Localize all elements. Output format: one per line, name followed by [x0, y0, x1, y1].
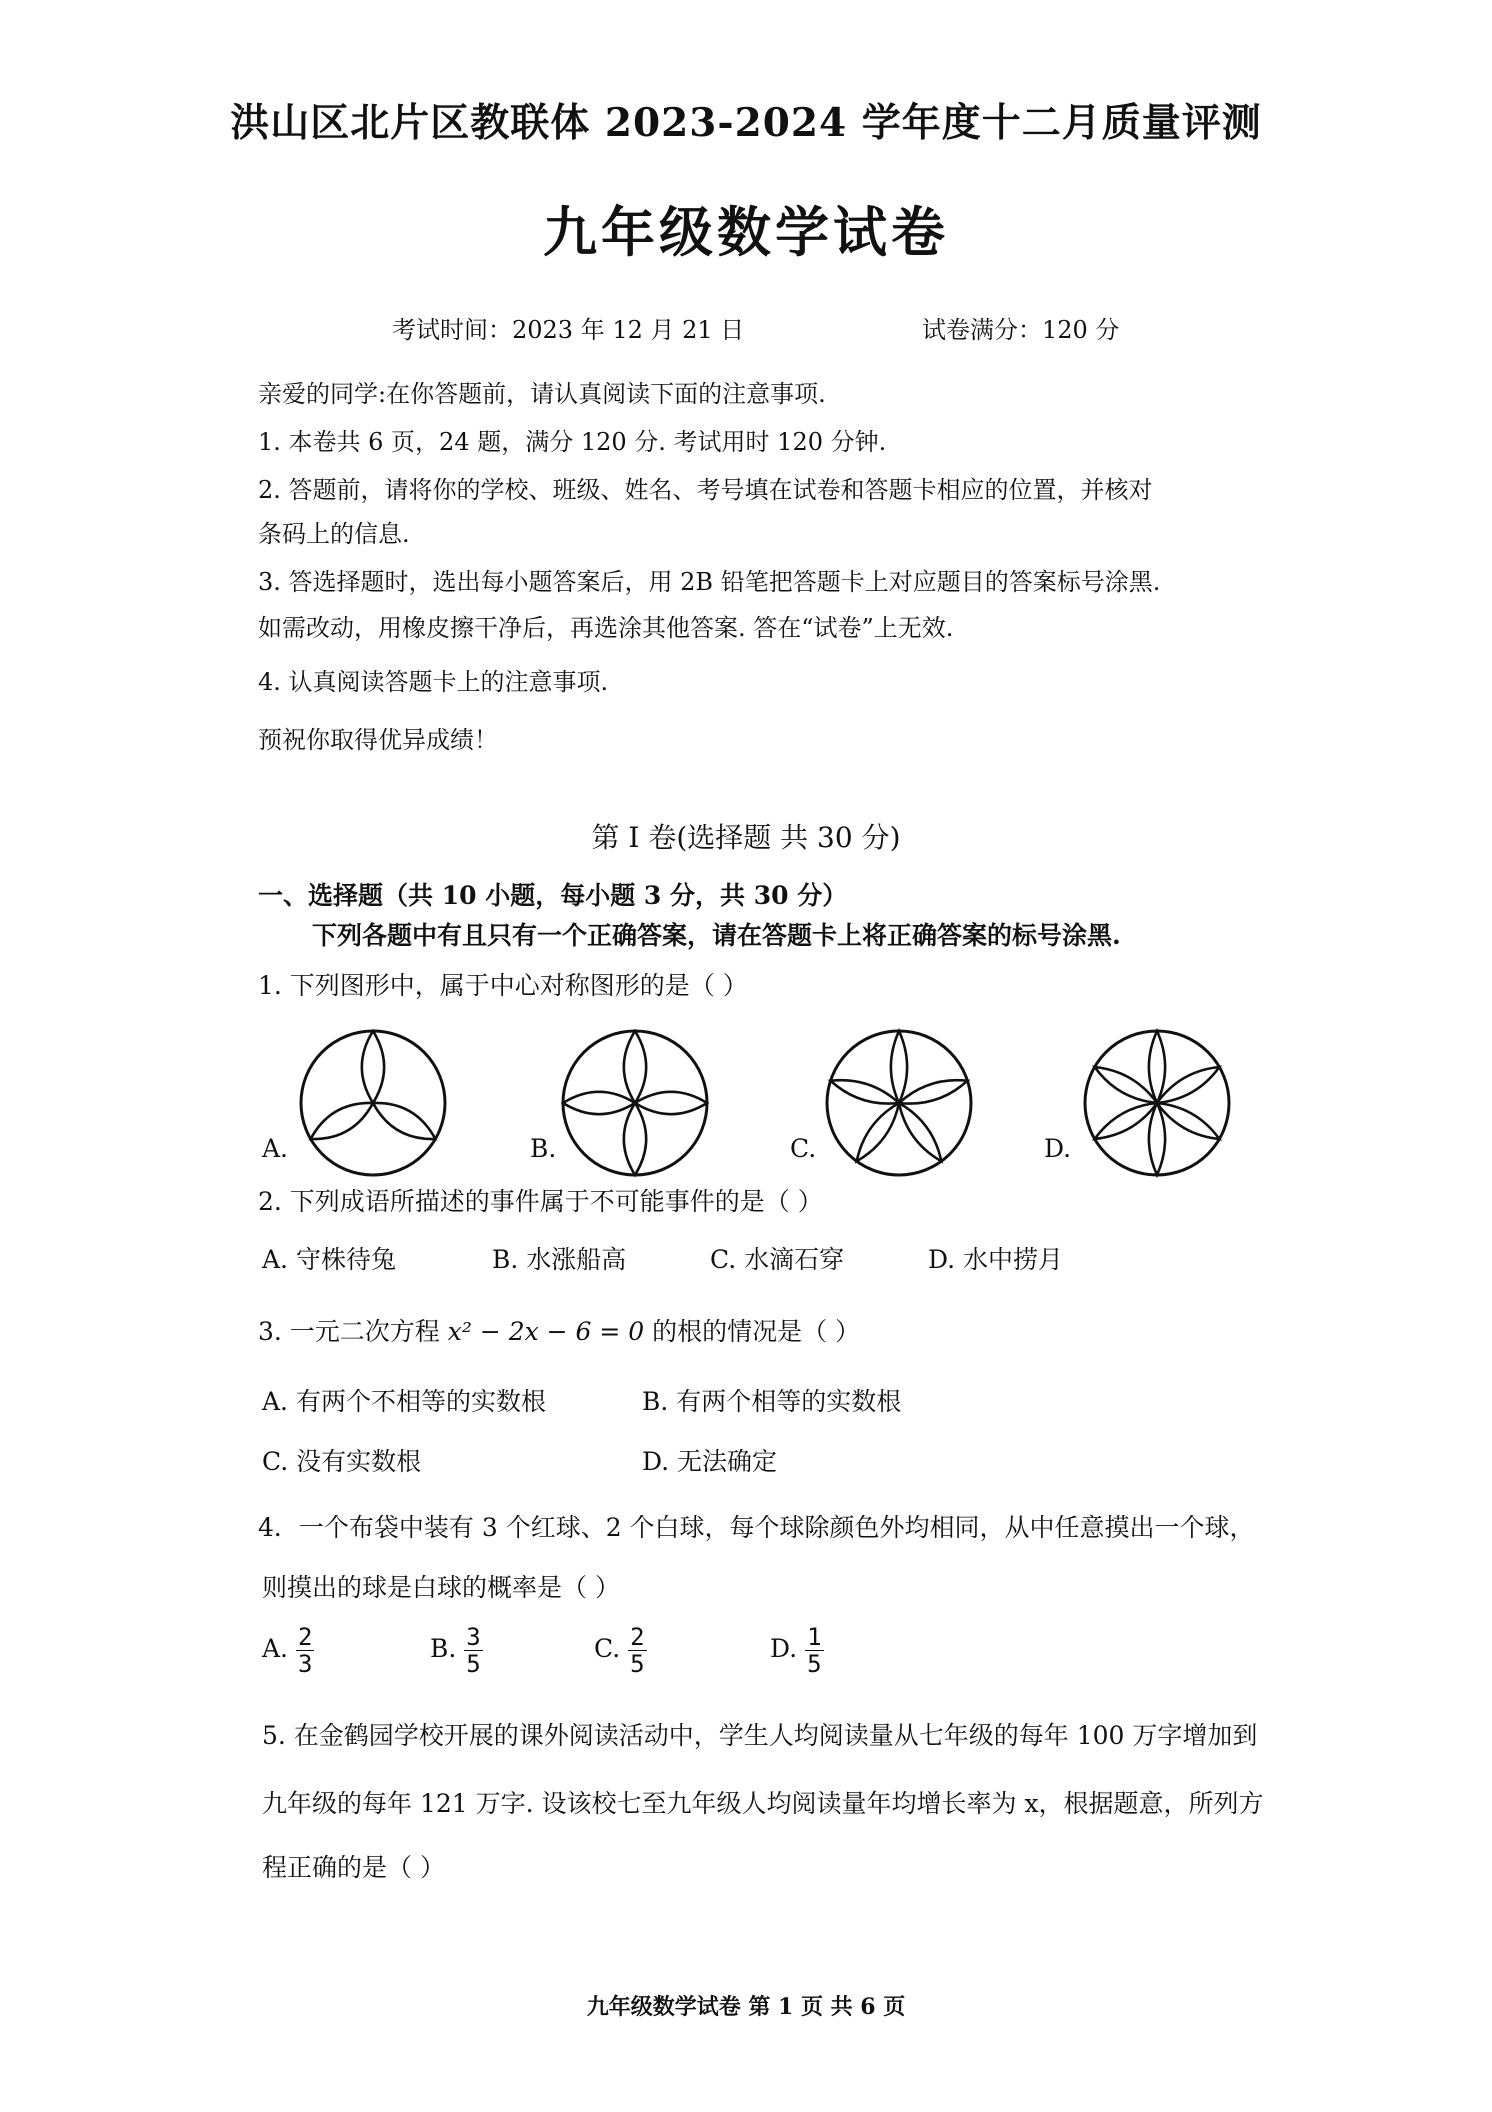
petal [635, 1092, 707, 1114]
petal [563, 1092, 635, 1114]
petal [311, 1103, 373, 1139]
petal [857, 1103, 899, 1161]
q4-option-a-label: A. [262, 1634, 289, 1663]
full-score: 试卷满分：120 分 [922, 316, 1120, 344]
q4-option-d-label: D. [770, 1634, 798, 1663]
petal [1095, 1103, 1157, 1139]
circle-figure-c [824, 1028, 974, 1178]
q1-option-a-label[interactable]: A. [262, 1134, 289, 1163]
petal [362, 1031, 384, 1103]
question-2-stem: 2. 下列成语所描述的事件属于不可能事件的是（ ） [258, 1187, 823, 1216]
question-5-stem: 5. 在金鹤园学校开展的课外阅读活动中，学生人均阅读量从七年级的每年 100 万字增加到 [262, 1721, 1258, 1750]
notice-item-1: 1. 本卷共 6 页，24 题，满分 120 分. 考试用时 120 分钟. [258, 428, 887, 456]
petal [1095, 1067, 1157, 1103]
q3-option-d[interactable]: D. 无法确定 [642, 1447, 778, 1476]
petal [899, 1080, 967, 1103]
petal [624, 1103, 646, 1175]
petal [1157, 1067, 1219, 1103]
notice-item-3-cont: 如需改动，用橡皮擦干净后，再选涂其他答案. 答在“试卷”上无效. [258, 614, 954, 642]
petal [891, 1031, 907, 1103]
notice-wish: 预祝你取得优异成绩！ [258, 726, 498, 754]
q3-equation: x² − 2x − 6 = 0 [447, 1317, 645, 1346]
circle-figure-a [298, 1028, 448, 1178]
petal [1149, 1103, 1165, 1175]
section-title: 第 I 卷(选择题 共 30 分) [591, 821, 901, 854]
exam-subject-title: 九年级数学试卷 [543, 200, 949, 264]
q2-option-c[interactable]: C. 水滴石穿 [710, 1245, 845, 1274]
q2-option-b[interactable]: B. 水涨船高 [492, 1245, 627, 1274]
page-footer: 九年级数学试卷 第 1 页 共 6 页 [586, 1994, 906, 2020]
q1-option-b-label[interactable]: B. [530, 1134, 557, 1163]
question-5-stem-cont: 九年级的每年 121 万字. 设该校七至九年级人均阅读量年均增长率为 x，根据题意，所列方 [262, 1789, 1264, 1818]
q3-option-a[interactable]: A. 有两个不相等的实数根 [262, 1387, 546, 1416]
q4-option-d[interactable] [770, 1624, 824, 1677]
q4-option-c[interactable] [594, 1624, 647, 1677]
q1-option-c-label[interactable]: C. [790, 1134, 817, 1163]
notice-item-2-cont: 条码上的信息. [258, 520, 410, 548]
q4-option-b-fraction: $\frac{3}{5}$ [466, 1623, 481, 1678]
q2-option-a[interactable]: A. 守株待兔 [262, 1245, 396, 1274]
petal [1157, 1103, 1219, 1139]
petal [373, 1103, 435, 1139]
q4-option-a[interactable] [262, 1624, 314, 1677]
part-heading: 一、选择题（共 10 小题，每小题 3 分，共 30 分） [258, 881, 848, 910]
circle-figure-b [560, 1028, 710, 1178]
notice-item-2: 2. 答题前，请将你的学校、班级、姓名、考号填在试卷和答题卡相应的位置，并核对 [258, 476, 1153, 504]
q1-option-d-label[interactable]: D. [1044, 1134, 1072, 1163]
q4-option-b[interactable] [430, 1624, 483, 1677]
circle-figure-d [1082, 1028, 1232, 1178]
part-instruction: 下列各题中有且只有一个正确答案，请在答题卡上将正确答案的标号涂黑. [312, 921, 1121, 950]
q4-option-c-label: C. [594, 1634, 621, 1663]
notice-intro: 亲爱的同学:在你答题前，请认真阅读下面的注意事项. [258, 380, 826, 408]
question-5-stem-end: 程正确的是（ ） [262, 1853, 445, 1882]
exam-header-title: 洪山区北片区教联体 2023-2024 学年度十二月质量评测 [230, 100, 1262, 146]
q4-option-a-fraction: $\frac{2}{3}$ [297, 1623, 313, 1678]
exam-time: 考试时间：2023 年 12 月 21 日 [392, 316, 745, 344]
question-4-stem-cont: 则摸出的球是白球的概率是（ ） [262, 1573, 620, 1602]
q3-prefix: 3. 一元二次方程 [258, 1317, 448, 1346]
q4-option-d-fraction: $\frac{1}{5}$ [807, 1623, 822, 1678]
q2-option-d[interactable]: D. 水中捞月 [928, 1245, 1064, 1274]
q3-option-b[interactable]: B. 有两个相等的实数根 [642, 1387, 902, 1416]
petal [1149, 1031, 1165, 1103]
petal [899, 1103, 941, 1161]
q4-option-c-fraction: $\frac{2}{5}$ [630, 1623, 645, 1678]
question-1-stem: 1. 下列图形中，属于中心对称图形的是（ ） [258, 971, 748, 1000]
question-3-stem [258, 1312, 860, 1348]
q3-suffix: 的根的情况是（ ） [644, 1317, 861, 1346]
q3-option-c[interactable]: C. 没有实数根 [262, 1447, 422, 1476]
petal [624, 1031, 646, 1103]
question-4-stem: 4．一个布袋中装有 3 个红球、2 个白球，每个球除颜色外均相同，从中任意摸出一个球， [258, 1513, 1255, 1542]
petal [831, 1080, 899, 1103]
q4-option-b-label: B. [430, 1634, 457, 1663]
notice-item-3: 3. 答选择题时，选出每小题答案后，用 2B 铅笔把答题卡上对应题目的答案标号涂黑. [258, 568, 1161, 596]
notice-item-4: 4. 认真阅读答题卡上的注意事项. [258, 668, 609, 696]
